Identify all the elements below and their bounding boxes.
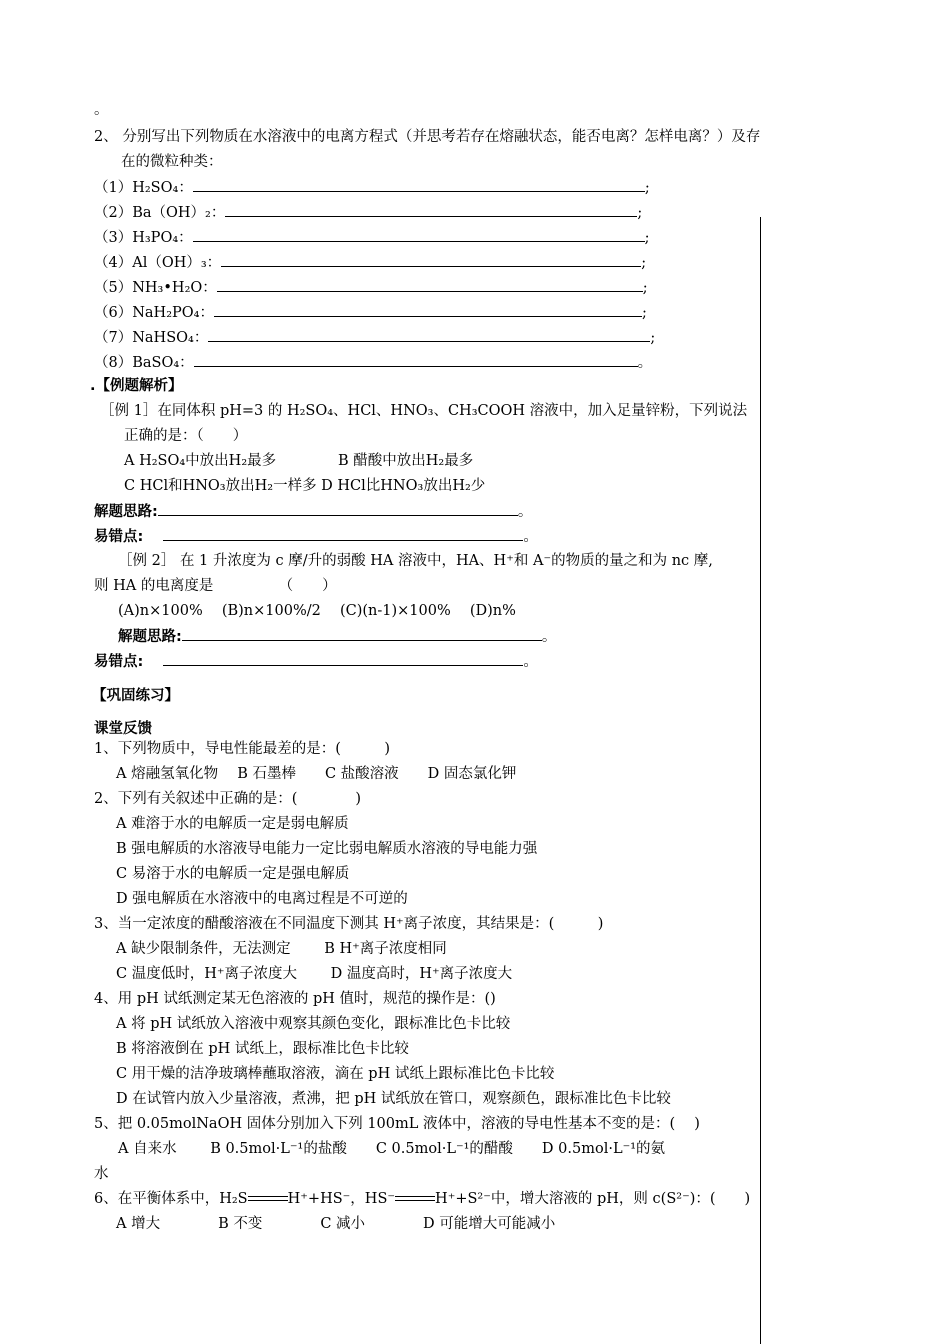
ex2-options: (A)n×100% (B)n×100%/2 (C)(n-1)×100% (D)n% [118, 603, 516, 619]
answer-blank[interactable] [217, 277, 643, 292]
ex2-line1: ［例 2］ 在 1 升浓度为 c 摩/升的弱酸 HA 溶液中，HA、H⁺和 A⁻的物质的量之和为 nc 摩, [118, 553, 713, 569]
think-label: 解题思路: [118, 629, 182, 645]
question-1-options: A 熔融氢氧化物 B 石墨棒 C 盐酸溶液 D 固态氯化钾 [116, 766, 517, 782]
period: 。 [541, 629, 557, 645]
item-label: （5）NH₃•H₂O： [94, 280, 217, 296]
error-label: 易错点: [94, 529, 144, 545]
q2-item-3 [94, 227, 650, 248]
question-2-option-b: B 强电解质的水溶液导电能力一定比弱电解质水溶液的导电能力强 [116, 841, 538, 857]
error-blank[interactable] [163, 651, 523, 666]
answer-blank[interactable] [225, 202, 637, 217]
ex1-line2: 正确的是：（ ） [124, 428, 248, 444]
ex1-error-row [94, 526, 538, 547]
q2-instruction-line1: 2、 分别写出下列物质在水溶液中的电离方程式（并思考若存在熔融状态，能否电离？怎样电离？）及存 [94, 129, 761, 145]
ex2-error-row [94, 651, 538, 672]
item-label: （3）H₃PO₄： [94, 230, 193, 246]
item-label: （2）Ba（OH）₂： [94, 205, 226, 221]
answer-blank[interactable] [193, 227, 645, 242]
equilibrium-arrow-icon [248, 1194, 288, 1204]
q2-item-1 [94, 177, 650, 198]
equilibrium-arrow-icon [395, 1194, 435, 1204]
question-4-option-b: B 将溶液倒在 pH 试纸上，跟标准比色卡比较 [116, 1041, 409, 1057]
question-2-option-a: A 难溶于水的电解质一定是弱电解质 [116, 816, 349, 832]
item-label: （7）NaHSO₄： [94, 330, 209, 346]
question-3-options-ab: A 缺少限制条件，无法测定 B H⁺离子浓度相同 [116, 941, 447, 957]
ex1-think-row [94, 501, 532, 522]
period: 。 [517, 504, 533, 520]
q2-item-7 [94, 327, 655, 348]
question-3-options-cd: C 温度低时，H⁺离子浓度大 D 温度高时，H⁺离子浓度大 [116, 966, 513, 982]
question-5-options: A 自来水 B 0.5mol·L⁻¹的盐酸 C 0.5mol·L⁻¹的醋酸 D 0.5mol·L⁻¹的氨 [118, 1141, 666, 1157]
item-end: ; [644, 180, 650, 196]
margin-rule [760, 217, 761, 1344]
question-6 [94, 1189, 750, 1209]
question-1: 1、下列物质中，导电性能最差的是：( ) [94, 741, 391, 757]
q6-part-b: H⁺+HS⁻，HS⁻ [287, 1191, 396, 1207]
question-2-option-d: D 强电解质在水溶液中的电离过程是不可逆的 [116, 891, 408, 907]
item-label: （6）NaH₂PO₄： [94, 305, 214, 321]
answer-blank[interactable] [193, 177, 645, 192]
error-label: 易错点: [94, 654, 144, 670]
q6-part-c: H⁺+S²⁻中，增大溶液的 pH，则 c(S²⁻)：( ) [435, 1191, 751, 1207]
question-4: 4、用 pH 试纸测定某无色溶液的 pH 值时，规范的操作是：() [94, 991, 496, 1007]
answer-blank[interactable] [208, 327, 650, 342]
top-period: 。 [94, 102, 109, 118]
q2-item-5 [94, 277, 648, 298]
period: 。 [523, 529, 538, 545]
answer-blank[interactable] [221, 252, 641, 267]
question-3: 3、当一定浓度的醋酸溶液在不同温度下测其 H⁺离子浓度，其结果是：( ) [94, 916, 604, 932]
item-end: ; [641, 305, 647, 321]
ex1-option-b: B 醋酸中放出H₂最多 [338, 453, 474, 469]
item-end: 。 [637, 355, 653, 371]
think-blank[interactable] [158, 501, 518, 516]
item-end: ; [637, 205, 643, 221]
ex1-line1: ［例 1］在同体积 pH=3 的 H₂SO₄、HCl、HNO₃、CH₃COOH 溶液中，加入足量锌粉，下列说法 [100, 403, 748, 419]
question-5: 5、把 0.05molNaOH 固体分别加入下列 100mL 液体中，溶液的导电性基本不变的是：( ) [94, 1116, 700, 1132]
item-end: ; [642, 280, 648, 296]
practice-heading: 【巩固练习】 [92, 688, 179, 704]
q6-part-a: 6、在平衡体系中，H₂S [94, 1191, 248, 1207]
item-end: ; [650, 330, 656, 346]
q2-item-8 [94, 352, 652, 373]
q2-item-6 [94, 302, 647, 323]
answer-blank[interactable] [214, 302, 642, 317]
item-label: （4）Al（OH）₃： [94, 255, 222, 271]
q2-item-4 [94, 252, 646, 273]
item-end: ; [644, 230, 650, 246]
example-heading: .【例题解析】 [90, 378, 183, 394]
think-label: 解题思路: [94, 504, 158, 520]
answer-blank[interactable] [194, 352, 638, 367]
question-2: 2、下列有关叙述中正确的是：( ) [94, 791, 362, 807]
question-5-wrap: 水 [94, 1166, 109, 1182]
question-2-option-c: C 易溶于水的电解质一定是强电解质 [116, 866, 350, 882]
think-blank[interactable] [182, 626, 542, 641]
question-4-option-c: C 用干燥的洁净玻璃棒蘸取溶液，滴在 pH 试纸上跟标准比色卡比较 [116, 1066, 555, 1082]
item-end: ; [641, 255, 647, 271]
feedback-heading: 课堂反馈 [94, 721, 152, 737]
question-6-options: A 增大 B 不变 C 减小 D 可能增大可能减小 [116, 1216, 556, 1232]
q2-instruction-line2: 在的微粒种类： [121, 154, 223, 170]
question-4-option-a: A 将 pH 试纸放入溶液中观察其颜色变化，跟标准比色卡比较 [116, 1016, 511, 1032]
ex1-options-cd: C HCl和HNO₃放出H₂一样多 D HCl比HNO₃放出H₂少 [124, 478, 486, 494]
item-label: （8）BaSO₄： [94, 355, 194, 371]
q2-item-2 [94, 202, 642, 223]
item-label: （1）H₂SO₄： [94, 180, 193, 196]
error-blank[interactable] [163, 526, 523, 541]
ex1-option-a: A H₂SO₄中放出H₂最多 [124, 453, 277, 469]
question-4-option-d: D 在试管内放入少量溶液，煮沸，把 pH 试纸放在管口，观察颜色，跟标准比色卡比较 [116, 1091, 671, 1107]
period: 。 [523, 654, 538, 670]
ex2-line2: 则 HA 的电离度是 （ ） [94, 578, 337, 594]
ex2-think-row [118, 626, 556, 647]
